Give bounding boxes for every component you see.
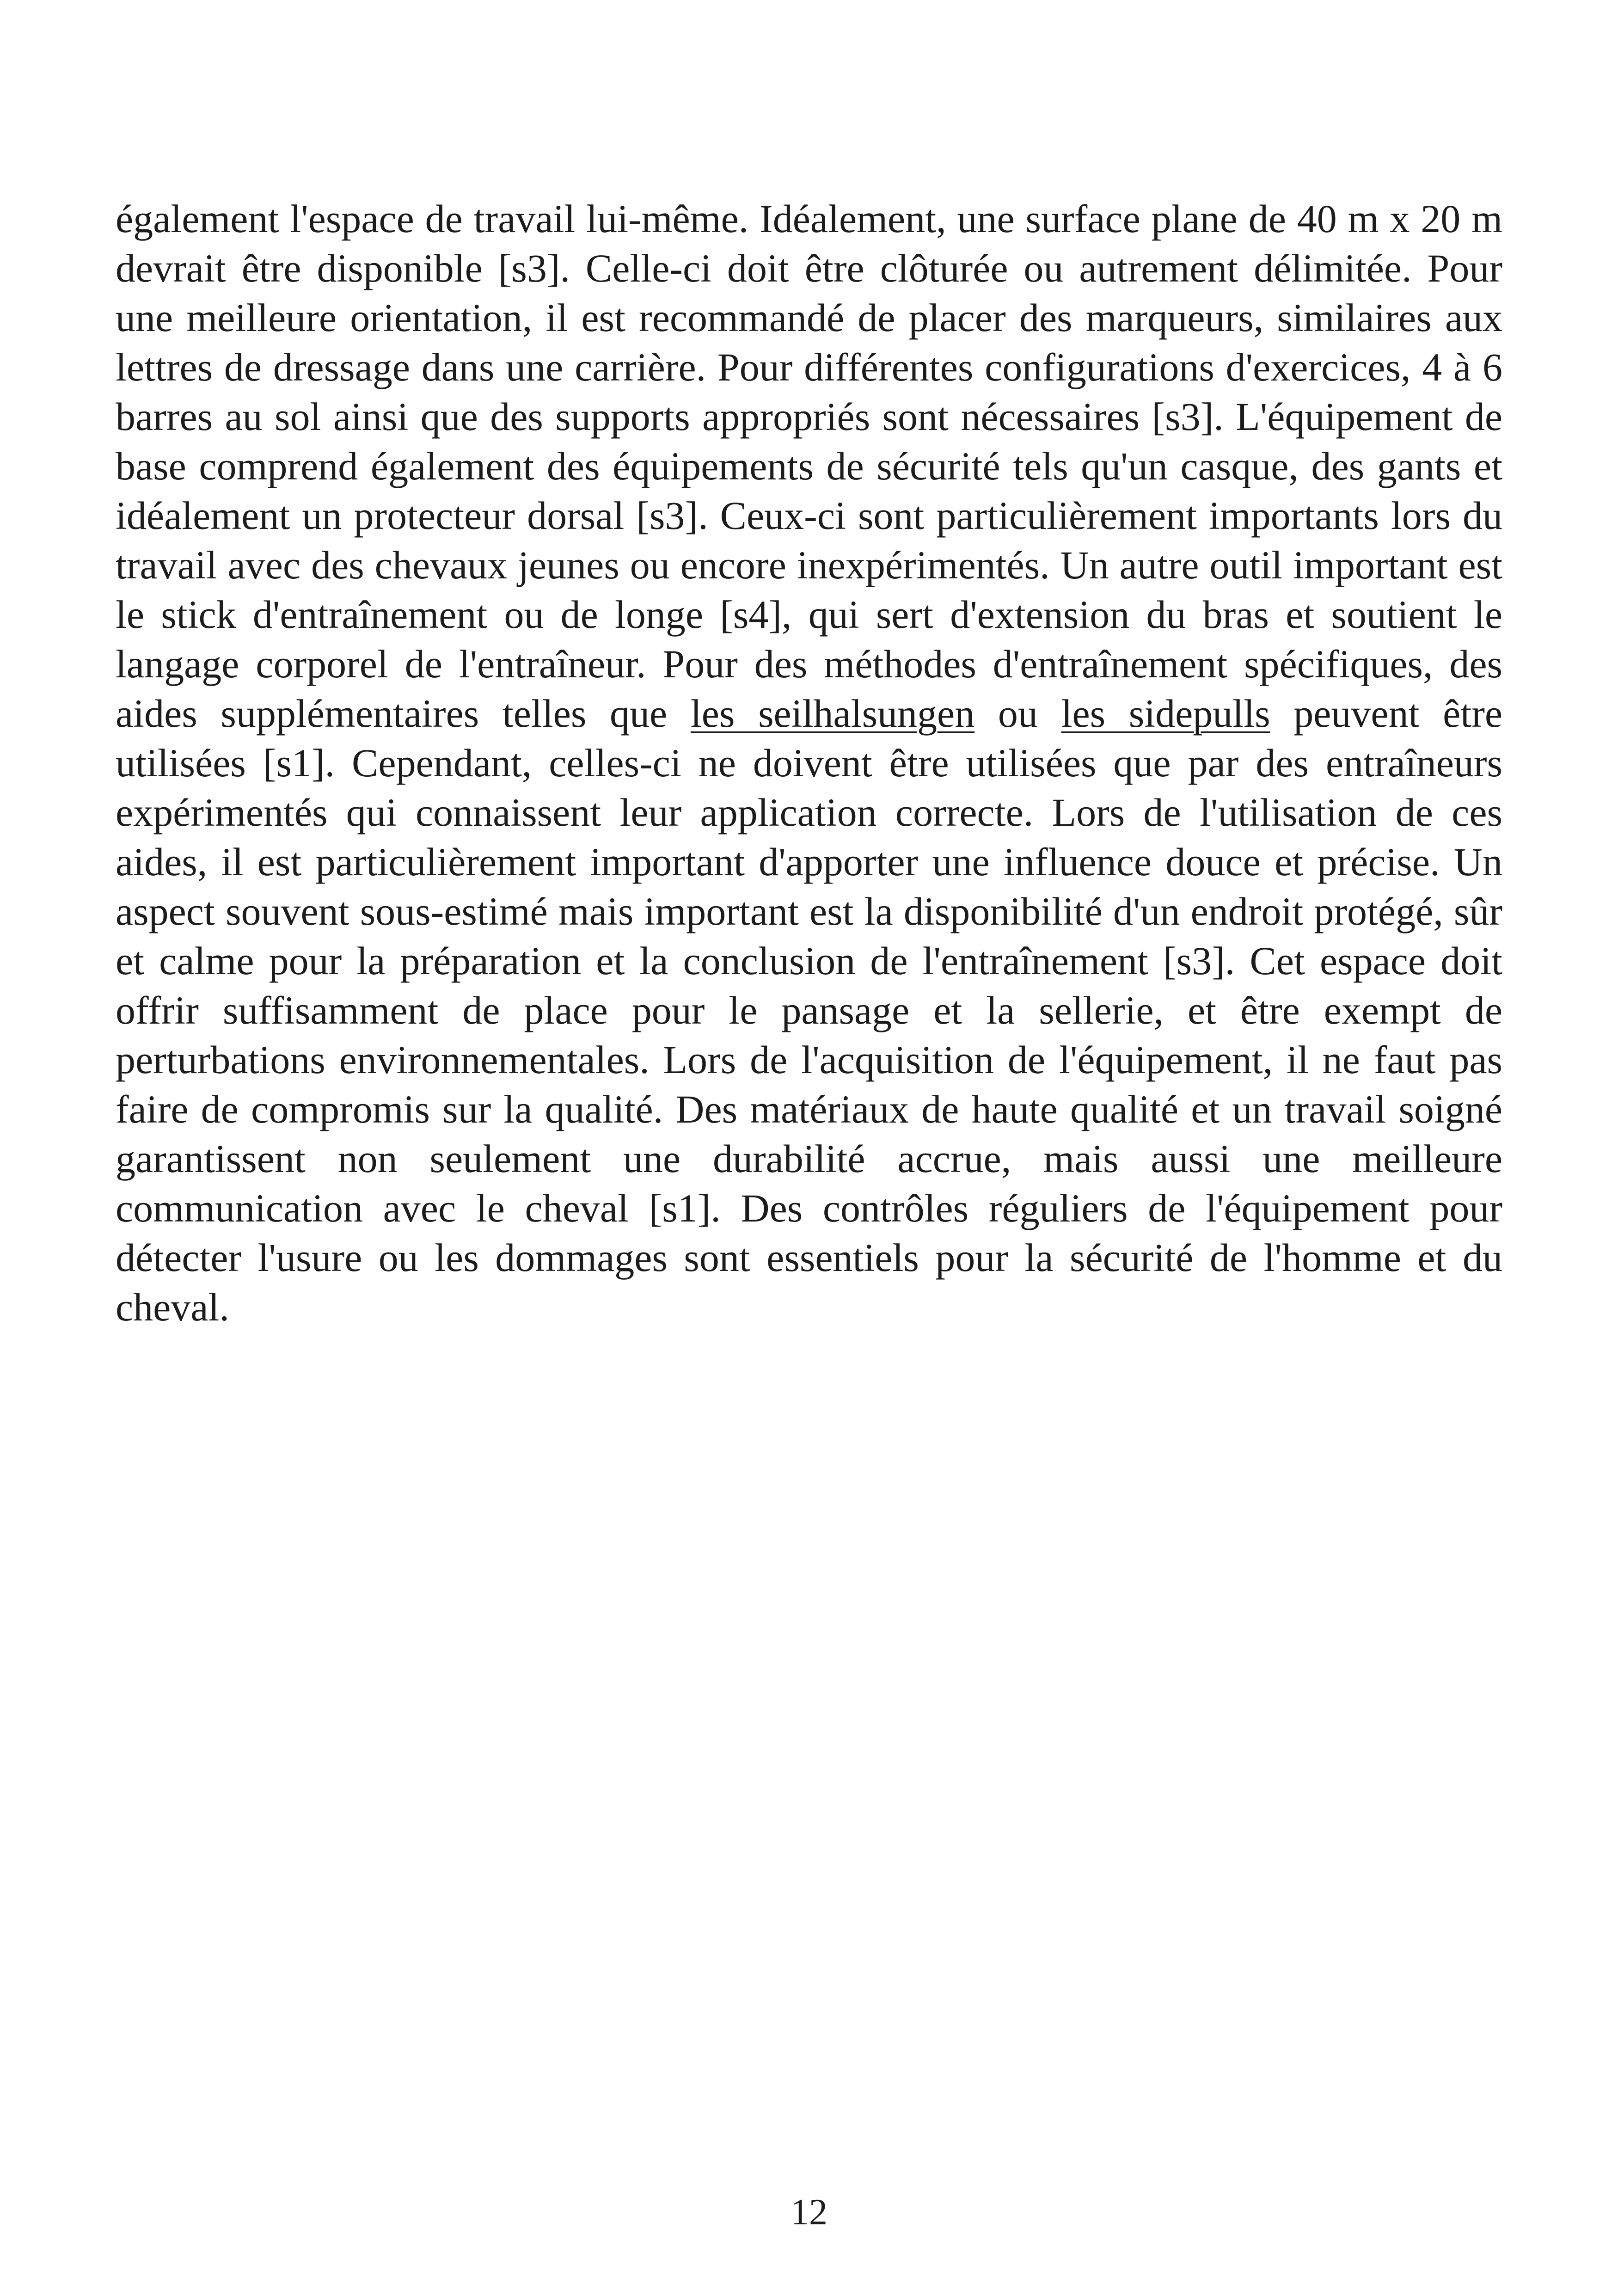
underlined-term-seilhalsungen: les seilhalsungen — [690, 691, 975, 736]
paragraph-text-part-3: peuvent être utilisées [s1]. Cependant, celles-ci ne doivent être utilisées que par des entraîneurs expérimentés qui connaissent leur application correcte. Lors de l'utilisation de ces aides, il est particulièrement important d'apporter une influence douce et précise. Un aspect souvent sous-estimé mais important est la disponibilité d'un endroit protégé, sûr et calme pour la préparation et la conclusion de l'entraînement [s3]. Cet espace doit offrir suffisamment de place pour le pansage et la sellerie, et être exempt de perturbations environnementales. Lors de l'acquisition de l'équipement, il ne faut pas faire de compromis sur la qualité. Des matériaux de haute qualité et un travail soigné garantissent non seulement une durabilité accrue, mais aussi une meilleure communication avec le cheval [s1]. Des contrôles réguliers de l'équipement pour détecter l'usure ou les dommages sont essentiels pour la sécurité de l'homme et du cheval. — [116, 691, 1503, 1329]
paragraph-text-part-1: également l'espace de travail lui-même. Idéalement, une surface plane de 40 m x 20 m devrait être disponible [s3]. Celle-ci doit être clôturée ou autrement délimitée. Pour une meilleure orientation, il est recommandé de placer des marqueurs, similaires aux lettres de dressage dans une carrière. Pour différentes configurations d'exercices, 4 à 6 barres au sol ainsi que des supports appropriés sont nécessaires [s3]. L'équipement de base comprend également des équipements de sécurité tels qu'un casque, des gants et idéalement un protecteur dorsal [s3]. Ceux-ci sont particulièrement importants lors du travail avec des chevaux jeunes ou encore inexpérimentés. Un autre outil important est le stick d'entraînement ou de longe [s4], qui sert d'extension du bras et soutient le langage corporel de l'entraîneur. Pour des méthodes d'entraînement spécifiques, des aides supplémentaires telles que — [116, 196, 1502, 736]
paragraph-text-part-2: ou — [974, 691, 1061, 736]
underlined-term-sidepulls: les sidepulls — [1061, 691, 1270, 736]
page-number: 12 — [791, 2192, 827, 2233]
body-paragraph — [116, 194, 1502, 1332]
